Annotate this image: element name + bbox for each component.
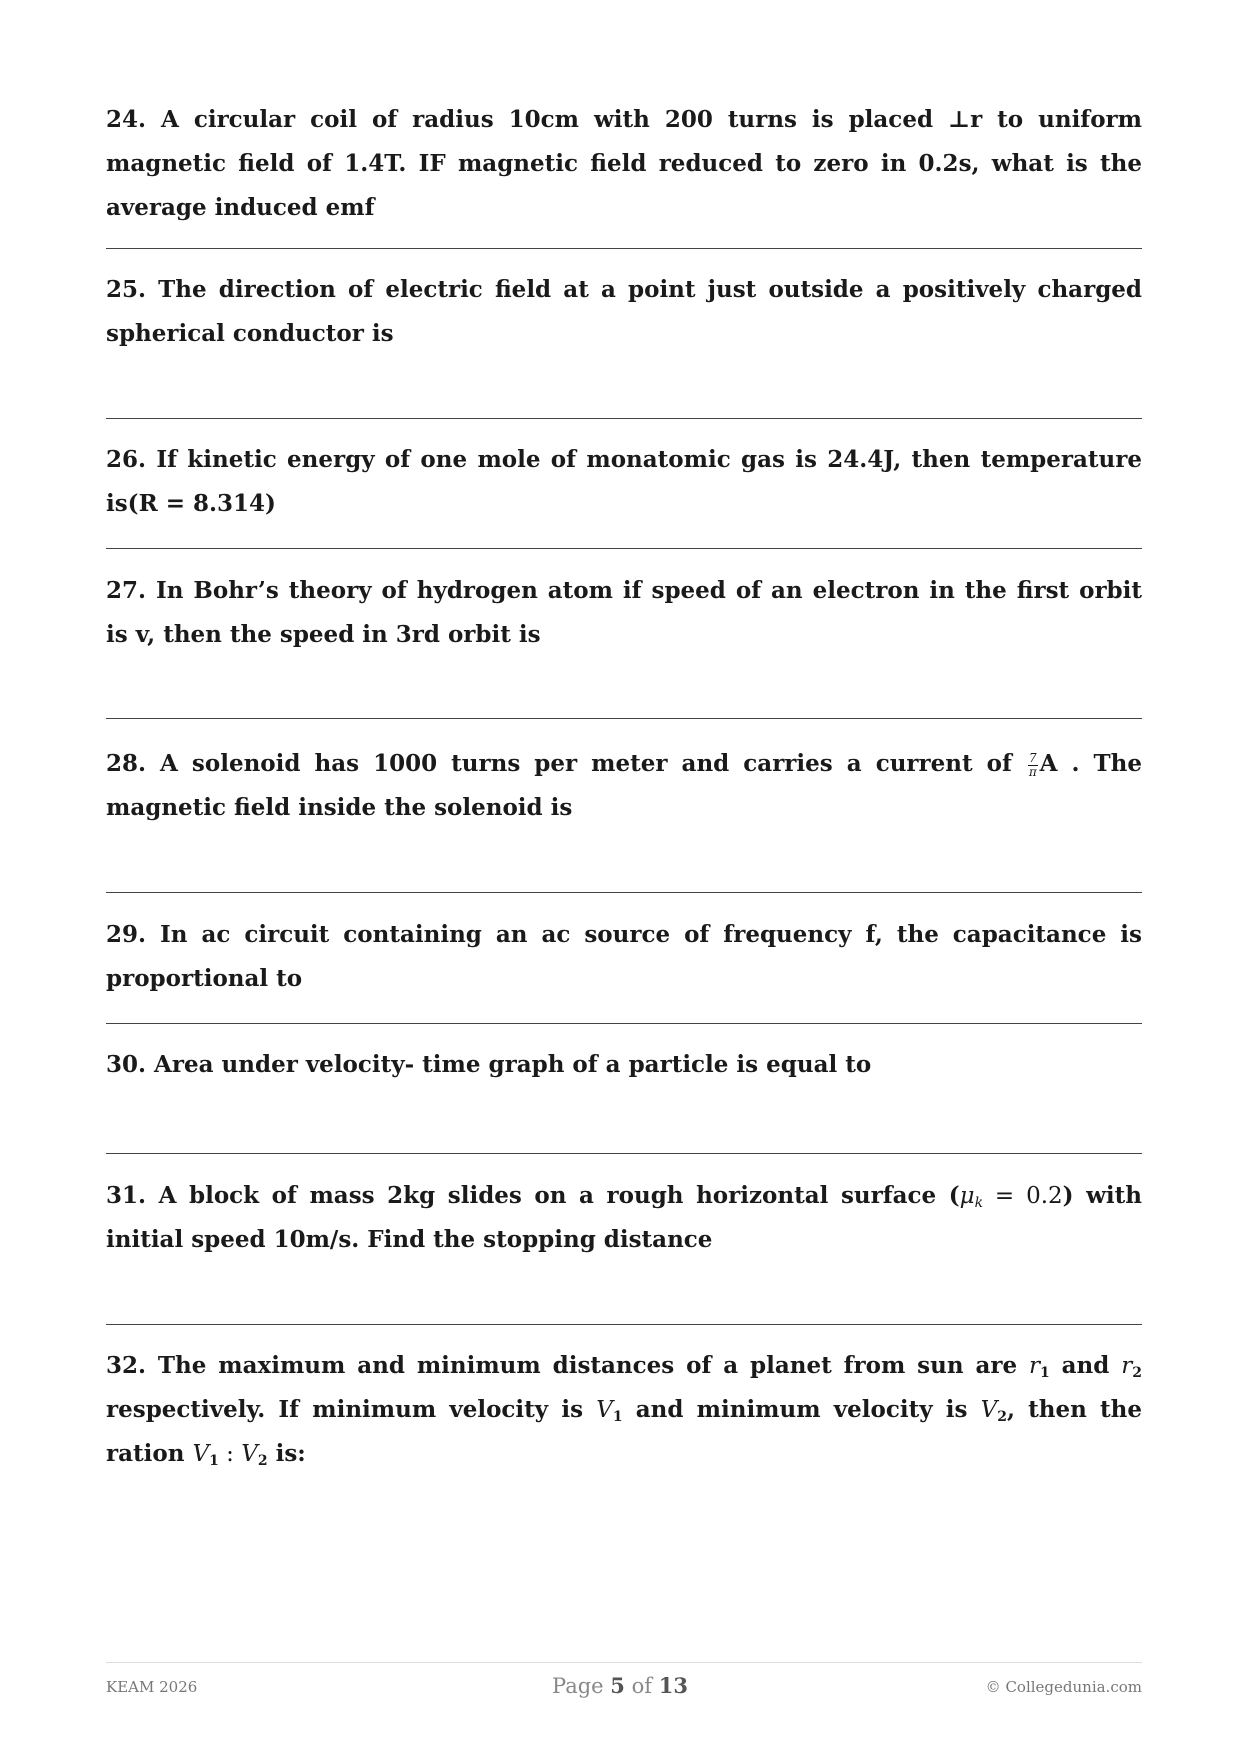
question-30 <box>106 1043 1142 1087</box>
question-number: 27. <box>106 577 147 604</box>
question-text: A . The magnetic field inside the solenoid is <box>106 750 1142 821</box>
question-divider <box>106 248 1142 249</box>
question-29 <box>106 913 1142 1001</box>
question-text: Area under velocity- time graph of a particle is equal to <box>154 1051 872 1078</box>
question-number: 24. <box>106 106 147 133</box>
page-total: 13 <box>658 1673 688 1698</box>
question-text: The maximum and minimum distances of a planet from sun are <box>157 1352 1018 1379</box>
math-subscript: 1 <box>612 1409 623 1425</box>
question-divider <box>106 1023 1142 1024</box>
math-colon: : <box>218 1441 242 1467</box>
question-divider <box>106 1153 1142 1154</box>
math-v: V <box>596 1397 613 1423</box>
question-divider <box>106 418 1142 419</box>
math-subscript: 1 <box>1040 1365 1050 1381</box>
math-mu: μ <box>959 1183 975 1209</box>
question-text: and minimum velocity is <box>635 1396 968 1423</box>
question-text: , then the ration <box>106 1396 1143 1467</box>
question-number: 25. <box>106 276 147 303</box>
question-divider <box>106 548 1142 549</box>
math-subscript: 2 <box>997 1409 1007 1425</box>
question-text: ) with initial speed 10m/s. Find the stopping distance <box>106 1182 1142 1253</box>
math-r: r <box>1029 1353 1040 1379</box>
footer-divider <box>106 1662 1142 1663</box>
question-26 <box>106 438 1142 526</box>
math-subscript: 2 <box>257 1453 268 1469</box>
footer-copyright: © Collegedunia.com <box>985 1678 1142 1696</box>
math-subscript: 2 <box>1132 1365 1142 1381</box>
question-divider <box>106 892 1142 893</box>
question-divider <box>106 718 1142 719</box>
math-subscript: 1 <box>209 1453 219 1469</box>
question-number: 28. <box>106 750 147 777</box>
question-25 <box>106 268 1142 356</box>
math-subscript: k <box>974 1195 984 1211</box>
question-text: A circular coil of radius 10cm with 200 turns is placed ⊥r to uniform magnetic field of 1.4T. IF magnetic field reduced to zero in 0.2s, what is the average induced emf <box>106 106 1142 221</box>
question-number: 30. <box>106 1051 147 1078</box>
question-text: If kinetic energy of one mole of monatomic gas is 24.4J, then temperature is(R = 8.314) <box>106 446 1142 517</box>
question-31 <box>106 1174 1142 1262</box>
question-text: A block of mass 2kg slides on a rough horizontal surface ( <box>158 1182 960 1209</box>
question-text: In ac circuit containing an ac source of frequency f, the capacitance is proportional to <box>106 921 1142 992</box>
question-text: The direction of electric field at a point just outside a positively charged spherical conductor is <box>106 276 1142 347</box>
math-v: V <box>980 1397 998 1423</box>
math-v: V <box>192 1441 210 1467</box>
page-word: Page <box>552 1674 604 1698</box>
math-v: V <box>241 1441 258 1467</box>
question-divider <box>106 1324 1142 1325</box>
question-number: 29. <box>106 921 147 948</box>
math-value: = 0.2 <box>983 1183 1063 1209</box>
question-number: 26. <box>106 446 147 473</box>
question-28 <box>106 742 1142 830</box>
fraction-denominator: π <box>1028 764 1037 779</box>
footer-exam-name: KEAM 2026 <box>106 1678 198 1696</box>
question-text: respectively. If minimum velocity is <box>106 1396 584 1423</box>
question-text: and <box>1061 1352 1110 1379</box>
page-of: of <box>631 1674 653 1698</box>
question-text: is: <box>275 1440 306 1467</box>
page-current: 5 <box>610 1673 625 1698</box>
question-number: 31. <box>106 1182 147 1209</box>
fraction <box>1028 752 1038 779</box>
math-r: r <box>1121 1353 1133 1379</box>
fraction-numerator: 7 <box>1028 750 1037 765</box>
question-number: 32. <box>106 1352 147 1379</box>
question-32 <box>106 1344 1142 1476</box>
question-text: A solenoid has 1000 turns per meter and carries a current of <box>160 750 1012 777</box>
question-27 <box>106 569 1142 657</box>
question-text: In Bohr’s theory of hydrogen atom if speed of an electron in the first orbit is v, then the speed in 3rd orbit is <box>106 577 1143 648</box>
question-24 <box>106 98 1142 230</box>
